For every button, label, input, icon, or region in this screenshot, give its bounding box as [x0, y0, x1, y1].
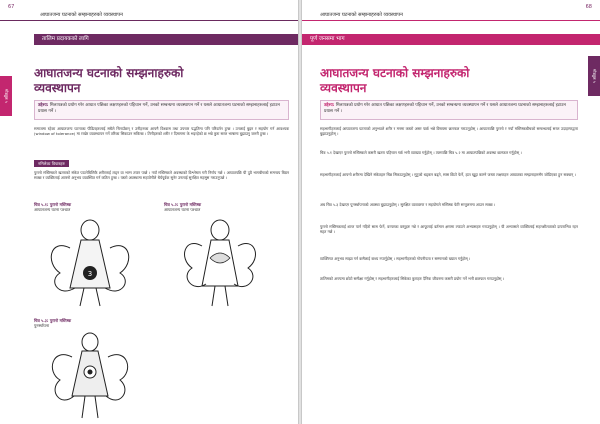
objective-box: [320, 100, 578, 120]
paragraph-2: पुरानो मस्तिष्कले खतराको संकेत पाउनेबित्तिकै शरीरलाई लड्न वा भाग्न तयार पार्छ । नयाँ मस्तिष्कले अवस्थाको विश्लेषण गरी निर्णय गर्छ । आघातपछि यी दुवै भागबीचको समन्वय बिग्रन सक्छ र व्यक्तिलाई आफ्नो अनुभव व्यवस्थित गर्न कठिन हुन्छ । यस्तो अवस्थामा सहयोगीले धैर्यपूर्वक सुनेर उनलाई सुरक्षित महसुस गराउनुपर्छ ।: [34, 170, 289, 181]
module-side-tab: मोड्युल ५: [0, 76, 12, 116]
section-band: तालिम प्रदायकको लागि: [34, 34, 298, 45]
figure-3-brain-illustration: [40, 332, 140, 420]
figure-3-label: चित्र ५.३: पुरानो मस्तिष्क: [34, 318, 72, 323]
paragraph-3: पुरानो मस्तिष्कलाई शान्त पार्न गहिरो सास फेर्ने, वरपरका वस्तुहरु गन्ने र आफूलाई वर्तमान क्षणमा ल्याउने अभ्यासहरु गराउनुहोस् । यी अभ्यासले व्यक्तिलाई सहनशीलताको दायराभित्र रहन मद्दत गर्छ ।: [320, 224, 578, 235]
figure-3-subcaption: पुनर्स्थापना: [34, 323, 50, 328]
objective-text: मिलापत्रको प्रयोग गरेर आघात पछिका लक्षणहरुको पहिचान गर्ने, उनको सम्बन्धमा व्यवस्थापन गर्ने र यसले आघातजन्य घटनाको सम्झनाहरुलाई हटाउन प्रयास गर्ने ।: [324, 103, 566, 114]
title-line-2: व्यवस्थापन: [320, 81, 367, 95]
figure-1-label: चित्र ५.१: पुरानो मस्तिष्क: [34, 202, 72, 207]
paragraph-1: समाजमा रहेका आघातजन्य घटनाका पीडितहरुलाई सबैले चिनाउँछन् र उनीहरुका आफ्नै विश्वास तथा उपचार पद्धतिमा पनि परिवर्तन हुन्छ । उनलाई बुझ्न र सहयोग गर्न आवश्यक (window of tolerance) मा राखेर व्यवस्थापन गर्ने तरिका सिकाउन सकिन्छ । तिनीहरुको शरीर र दिमागमा के भइरहेको छ भन्ने कुरा सरल भाषामा बुझाउनु जरुरी हुन्छ ।: [34, 126, 289, 137]
figure-2-caption: [164, 202, 201, 212]
paragraph-4: व्यक्तिगत अनुभव साझा गर्न कसैलाई बाध्य नपार्नुहोस् । सहभागीहरुको गोपनीयता र सम्मानको ख्याल गर्नुहोस् ।: [320, 256, 471, 261]
left-page: [0, 0, 298, 424]
running-header: आघातजन्य घटनाको सम्झनाहरुको व्यवस्थापन: [320, 12, 403, 18]
figure-3-caption: [34, 318, 71, 328]
right-page: [302, 0, 600, 424]
svg-text:3: 3: [87, 270, 93, 278]
figure-reference-2: अब चित्र ५.३ देखाएर पुनर्स्थापनाको अवस्था बुझाउनुहोस् । सुरक्षित वातावरण र सहयोगले मस्तिष्क फेरि सन्तुलनमा आउन सक्छ ।: [320, 202, 496, 207]
figure-1-brain-illustration: [40, 218, 140, 308]
header-rule: [0, 20, 298, 21]
objective-text: मिलापत्रको प्रयोग गरेर आघात पछिका लक्षणहरुको पहिचान गर्ने, उनको सम्बन्धमा व्यवस्थापन गर्ने र यसले आघातजन्य घटनाको सम्झनाहरुलाई हटाउन प्रयास गर्ने ।: [38, 103, 280, 114]
figure-reference-1: चित्र ५.१ देखाएर पुरानो मस्तिष्कले कसरी खतरा पहिचान गर्छ भनी व्याख्या गर्नुहोस् । त्यसपछि चित्र ५.२ मा आघातपछिको अवस्था छलफल गर्नुहोस् ।: [320, 150, 522, 155]
figure-1-caption: [34, 202, 71, 212]
section-band: पूर्ण जनसमा भाग: [302, 34, 600, 45]
module-side-tab: मोड्युल ५: [588, 56, 600, 96]
title-line-2: व्यवस्थापन: [34, 81, 81, 95]
paragraph-2: सहभागीहरुलाई आफ्नो शरीरमा देखिने संकेतहरु चिन्न सिकाउनुहोस् । मुटुको धड्कन बढ्ने, सास छिटो फेर्ने, हात खुट्टा काम्ने जस्ता लक्षणहरु आघातका सम्झनाहरुसँग जोडिएका हुन सक्छन् ।: [320, 172, 576, 177]
objective-label: उद्देश्य:: [38, 103, 49, 108]
header-rule: [302, 20, 600, 21]
subheading: नमिलेका विचारहरु: [34, 160, 69, 167]
paragraph-5: तालिमको अन्त्यमा छोटो समीक्षा गर्नुहोस् र सहभागीहरुलाई सिकेका कुराहरु दैनिक जीवनमा कसरी प्रयोग गर्ने भनी छलफल गराउनुहोस् ।: [320, 276, 505, 281]
figure-2-subcaption: आघातजन्य घटना पश्चात: [164, 207, 201, 212]
paragraph-1: सहभागीहरुलाई आघातजन्य घटनाको अनुभवले शरीर र मनमा कस्तो असर पार्छ भन्ने विषयमा छलफल गराउनुहोस् । आघातपछि पुरानो र नयाँ मस्तिष्कबीचको सम्बन्धलाई सरल उदाहरणद्वारा बुझाउनुहोस् ।: [320, 126, 578, 137]
title-line-1: आघातजन्य घटनाको सम्झनाहरुको: [320, 66, 470, 80]
page-title: [34, 66, 183, 96]
page-title: [320, 66, 469, 96]
running-header: आघातजन्य घटनाको सम्झनाहरुको व्यवस्थापन: [40, 12, 123, 18]
objective-box: [34, 100, 289, 120]
page-number: 67: [8, 4, 15, 10]
figure-2-brain-illustration: [170, 218, 270, 308]
figure-2-label: चित्र ५.२: पुरानो मस्तिष्क: [164, 202, 202, 207]
figure-1-subcaption: आघातजन्य घटना पश्चात: [34, 207, 71, 212]
page-number: 68: [585, 4, 592, 10]
objective-label: उद्देश्य:: [324, 103, 335, 108]
title-line-1: आघातजन्य घटनाको सम्झनाहरुको: [34, 66, 184, 80]
